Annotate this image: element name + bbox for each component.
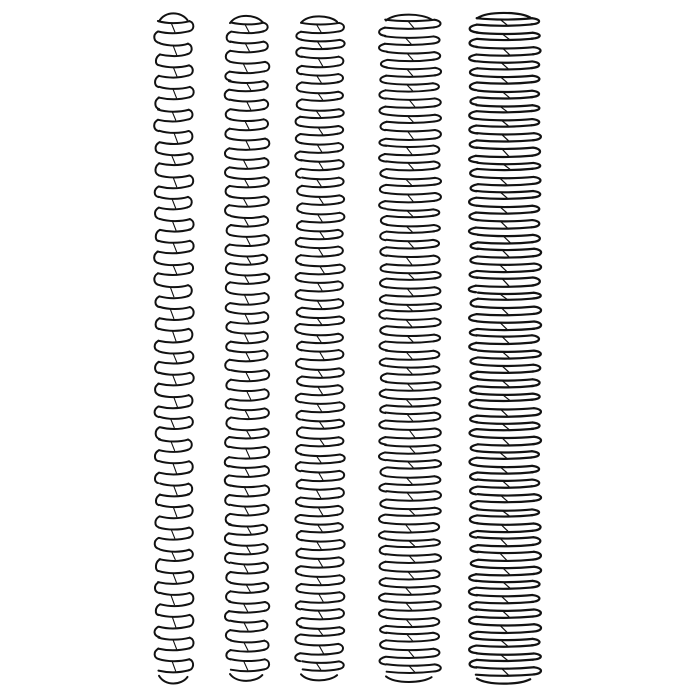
coil-5-loop-bend-right (533, 293, 541, 299)
coil-5-loop-lower (477, 169, 533, 170)
coil-5-loop-lower (477, 111, 532, 112)
coil-5-loop-upper (477, 523, 533, 524)
coil-5-loop-bend-right (532, 537, 540, 545)
coil-5-loop-bend-left (470, 501, 477, 509)
coil-5-loop-upper (477, 263, 534, 264)
coil-5-loop-bend-left (470, 515, 478, 523)
coil-5-loop-bend-right (533, 264, 541, 271)
coil-5-loop-bend-right (533, 307, 541, 314)
coil-5-loop-lower (478, 68, 533, 69)
coil-5-loop-upper (478, 235, 533, 236)
coil-5-loop-bend-right (532, 524, 540, 531)
coil-5-loop-lower (477, 39, 533, 40)
coil-5-loop-bend-right (531, 18, 539, 24)
coil-5-loop-bend-right (532, 191, 540, 197)
coil-5-loop-lower (476, 617, 533, 618)
coil-5-loop-lower (477, 314, 534, 315)
coil-5-loop-bend-left (469, 343, 476, 350)
coil-5-loop-bend-left (469, 646, 477, 654)
coil-5-loop-bend-left (470, 82, 477, 90)
coil-5-loop-upper (478, 552, 534, 553)
coil-5-loop-lower (476, 602, 533, 603)
coil-5-loop-lower (478, 357, 533, 358)
coil-5-loop-bend-right (533, 133, 541, 140)
coil-5-loop-bend-left (469, 286, 476, 293)
coil-5-loop-bend-left (469, 400, 477, 408)
coil-5-loop-bend-right (531, 509, 539, 515)
coil-5-loop-lower (477, 82, 532, 83)
coil-5-loop-lower (477, 372, 534, 373)
coil-5-loop-bend-right (532, 365, 540, 372)
coil-5-loop-upper (477, 595, 533, 596)
coil-5-loop-lower (477, 515, 532, 516)
coil-5-loop-bend-left (470, 169, 477, 177)
coil-5-loop-bend-right (531, 639, 539, 645)
coil-5-loop-bend-left (470, 473, 477, 480)
coil-5-loop-bend-left (469, 617, 477, 625)
coil-5-loop-upper (476, 148, 533, 149)
coil-5-loop-lower (477, 457, 532, 458)
coil-5-loop-upper (476, 609, 534, 610)
coil-5-loop-bend-left (469, 111, 476, 119)
coil-5-loop-upper (476, 581, 533, 582)
coil-5-loop-upper (478, 293, 534, 294)
coil-5-loop-upper (477, 509, 532, 510)
coil-5-loop-upper (477, 33, 533, 34)
coil-5-end-cap-top (477, 13, 530, 18)
coil-5-loop-bend-right (533, 437, 541, 444)
coil-5-loop-upper (476, 220, 532, 221)
coil-5-loop-bend-right (533, 667, 541, 674)
coil-5-wire (469, 13, 541, 684)
coil-5-loop-bend-left (470, 545, 477, 552)
coil-5-loop-lower (477, 256, 533, 257)
coil-5-loop-bend-right (533, 408, 541, 415)
coil-5-loop-lower (476, 674, 535, 675)
coil-5-loop-bend-left (469, 198, 476, 206)
coil-5-loop-upper (476, 307, 534, 308)
coil-5-loop-upper (477, 451, 532, 452)
coil-5-loop-upper (476, 639, 532, 640)
coil-5-loop-upper (477, 61, 532, 62)
coil-5-loop-upper (476, 277, 533, 278)
coil-5-loop-bend-right (533, 609, 541, 616)
coil-5-loop-upper (476, 206, 532, 207)
coil-5-loop-lower (476, 212, 532, 213)
coil-5-loop-bend-left (470, 357, 477, 364)
coil-5-loop-bend-right (533, 653, 541, 659)
coil-5-loop-upper (477, 18, 532, 19)
coil-5-loop-lower (478, 531, 533, 532)
coil-5-loop-upper (477, 466, 532, 467)
coil-5-loop-lower (477, 660, 533, 661)
coil-5-loop-upper (477, 479, 532, 480)
coil-5-loop-bend-left (470, 25, 478, 33)
coil-5-loop-bend-left (469, 156, 477, 163)
coil-5-loop-bend-right (531, 480, 539, 487)
coil-5-loop-upper (476, 567, 534, 568)
coil-5-loop-bend-right (533, 624, 541, 631)
coil-5-loop-upper (476, 191, 533, 192)
coil-5-loop-lower (477, 587, 533, 588)
coil-5-loop-upper (478, 494, 534, 495)
coil-5-loop-upper (476, 422, 532, 423)
coil-5-loop-bend-right (532, 277, 540, 285)
coil-5-loop-upper (477, 408, 534, 409)
coil-5-loop-lower (476, 574, 534, 575)
coil-5-loop-upper (477, 321, 534, 322)
coil-5-loop-upper (476, 47, 533, 48)
coil-5-loop-bend-left (470, 68, 477, 75)
coil-5-loop-bend-right (532, 47, 540, 54)
coil-5-loop-upper (476, 105, 532, 106)
coil-5-loop-upper (476, 119, 532, 120)
coil-5-loop-lower (477, 197, 534, 198)
coil-5-loop-upper (478, 249, 534, 250)
coil-5-loop-bend-right (531, 91, 539, 97)
coil-5-loop-lower (476, 343, 532, 344)
coil-5-loop-bend-right (532, 177, 540, 184)
coil-5-loop-upper (477, 379, 532, 380)
coil-5-loop-bend-left (470, 487, 477, 495)
coil-5-loop-bend-right (533, 494, 541, 501)
coil-5-loop-bend-right (531, 206, 539, 213)
coil-5-loop-lower (477, 645, 533, 646)
coil-5-loop-upper (478, 177, 534, 178)
coil-5-loop-bend-right (531, 76, 539, 82)
coil-5-loop-bend-left (469, 429, 477, 437)
coil-5-loop-lower (477, 24, 532, 25)
coil-5-end-cap-bottom (477, 679, 530, 684)
coil-5-loop-bend-right (533, 552, 541, 560)
coil-5-loop-upper (478, 437, 534, 438)
coil-5-loop-bend-right (532, 163, 540, 169)
coil-5-loop-bend-right (531, 105, 539, 111)
coil-5-loop-bend-right (531, 466, 539, 472)
coil-5-loop-bend-left (469, 314, 476, 321)
coil-5-loop-lower (476, 156, 533, 157)
coil-5-loop-lower (478, 632, 533, 633)
coil-5-loop-bend-right (532, 394, 540, 400)
coil-5-loop-bend-right (531, 61, 539, 68)
coil-5-loop-bend-right (533, 351, 541, 358)
coil-5-loop-lower (477, 501, 534, 502)
coil-5-loop-lower (477, 242, 533, 243)
coil-5-loop-lower (477, 415, 533, 416)
coil-5-loop-lower (477, 472, 533, 473)
coil-5-loop-bend-left (470, 386, 477, 393)
coil-5-loop-lower (476, 125, 531, 126)
coil-5-loop-upper (477, 624, 534, 625)
coil-5-loop-bend-right (531, 220, 539, 227)
coil-5-loop-lower (476, 285, 534, 286)
coil-5-loop-bend-right (533, 321, 541, 328)
coil-5-loop-bend-left (470, 372, 477, 379)
coil-5-loop-lower (476, 227, 532, 228)
coil-5-loop-lower (477, 429, 533, 430)
coil-5-loop-bend-right (532, 33, 540, 39)
coil-5-loop-bend-left (470, 97, 477, 104)
coil-5-loop-lower (476, 140, 534, 141)
coil-5-loop-bend-right (533, 249, 541, 256)
coil-5-loop-upper (477, 133, 534, 134)
coil-5-loop-bend-right (531, 451, 539, 457)
coil-5-loop-lower (478, 444, 534, 445)
coil-5-loop-bend-left (470, 39, 478, 47)
coil-5-loop-upper (477, 653, 534, 654)
coil-5-loop-lower (478, 386, 533, 387)
coil-5-loop-bend-left (470, 531, 477, 538)
coil-5-loop-bend-right (532, 148, 540, 156)
coil-5-loop-bend-right (533, 567, 541, 574)
coil-5-loop-lower (478, 486, 532, 487)
coil-5-loop-bend-right (531, 595, 539, 602)
coil-5-loop-bend-left (470, 416, 477, 423)
coil-5-loop-lower (476, 54, 533, 55)
coil-5-loop-upper (478, 91, 532, 92)
coil-5-loop-bend-right (531, 423, 539, 429)
coil-5-loop-lower (476, 400, 533, 401)
coil-5-loop-bend-left (471, 560, 478, 567)
coil-5-loop-upper (478, 365, 534, 366)
coil-5-loop-upper (476, 667, 534, 668)
coil-5-loop-lower (478, 97, 532, 98)
coil-5-loop-upper (478, 351, 534, 352)
coil-5-loop-upper (477, 76, 532, 77)
coil-5-loop-bend-left (469, 55, 476, 62)
coil-5-loop-bend-right (532, 235, 540, 242)
coil-5-loop-bend-right (531, 581, 539, 588)
coil-5-loop-lower (478, 545, 534, 546)
coil-5-loop-upper (477, 163, 533, 164)
coil-5-loop-bend-right (531, 335, 539, 342)
coil-5-loop-upper (477, 537, 533, 538)
coil-5-loop-upper (476, 335, 532, 336)
coil-5-loop-bend-right (531, 379, 539, 386)
coil-5-loop-bend-right (531, 119, 539, 125)
coil-5-loop-bend-left (469, 458, 476, 466)
coil-5-loop-upper (476, 394, 532, 395)
